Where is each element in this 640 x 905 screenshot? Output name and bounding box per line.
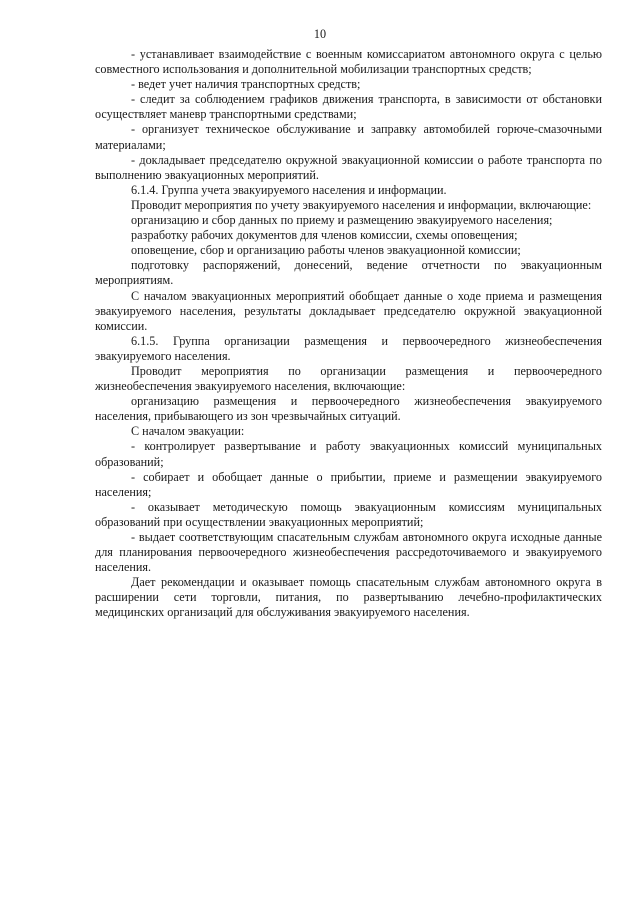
section-heading: 6.1.5. Группа организации размещения и первоочередного жизнеобеспечения эвакуируемого населения. [95,333,602,363]
paragraph: - устанавливает взаимодействие с военным комиссариатом автономного округа с целью совместного использования и дополнительной мобилизации транспортных средств; [95,47,602,77]
page-number: 10 [313,27,327,41]
paragraph: Проводит мероприятия по организации размещения и первоочередного жизнеобеспечения эвакуируемого населения, включающие: [95,363,602,394]
paragraph: - докладывает председателю окружной эвакуационной комиссии о работе транспорта по выполнению эвакуационных мероприятий. [95,152,602,182]
paragraph: - оказывает методическую помощь эвакуационным комиссиям муниципальных образований при осуществлении эвакуационных мероприятий; [95,499,602,529]
paragraph: разработку рабочих документов для членов комиссии, схемы оповещения; [131,228,518,243]
paragraph: - организует техническое обслуживание и заправку автомобилей горюче-смазочными материалами; [95,122,602,152]
paragraph: оповещение, сбор и организацию работы членов эвакуационной комиссии; [131,243,521,258]
document-body [95,47,602,621]
paragraph: - ведет учет наличия транспортных средств; [131,77,361,92]
paragraph: - контролирует развертывание и работу эвакуационных комиссий муниципальных образований; [95,439,602,469]
paragraph: - собирает и обобщает данные о прибытии, приеме и размещении эвакуируемого населения; [95,469,602,499]
paragraph: подготовку распоряжений, донесений, ведение отчетности по эвакуационным мероприятиям. [95,258,602,288]
paragraph: Проводит мероприятия по учету эвакуируемого населения и информации, включающие: [131,197,592,212]
paragraph: организацию и сбор данных по приему и размещению эвакуируемого населения; [131,213,553,228]
paragraph: С началом эвакуации: [131,424,245,439]
paragraph: - следит за соблюдением графиков движения транспорта, в зависимости от обстановки осуществляет маневр транспортными средствами; [95,92,602,122]
paragraph: организацию размещения и первоочередного жизнеобеспечения эвакуируемого населения, прибывающего из зон чрезвычайных ситуаций. [95,394,602,424]
paragraph: Дает рекомендации и оказывает помощь спасательным службам автономного округа в расширении сети торговли, питания, по развертыванию лечебно-профилактических медицинских организаций для обслуживания эвакуируемого населения. [95,575,602,620]
paragraph: С началом эвакуационных мероприятий обобщает данные о ходе приема и размещения эвакуируемого населения, результаты докладывает председателю окружной эвакуационной комиссии. [95,288,602,333]
paragraph: - выдает соответствующим спасательным службам автономного округа исходные данные для планирования первоочередного жизнеобеспечения рассредоточиваемого и эвакуируемого населения. [95,530,602,575]
section-heading: 6.1.4. Группа учета эвакуируемого населения и информации. [131,182,447,197]
